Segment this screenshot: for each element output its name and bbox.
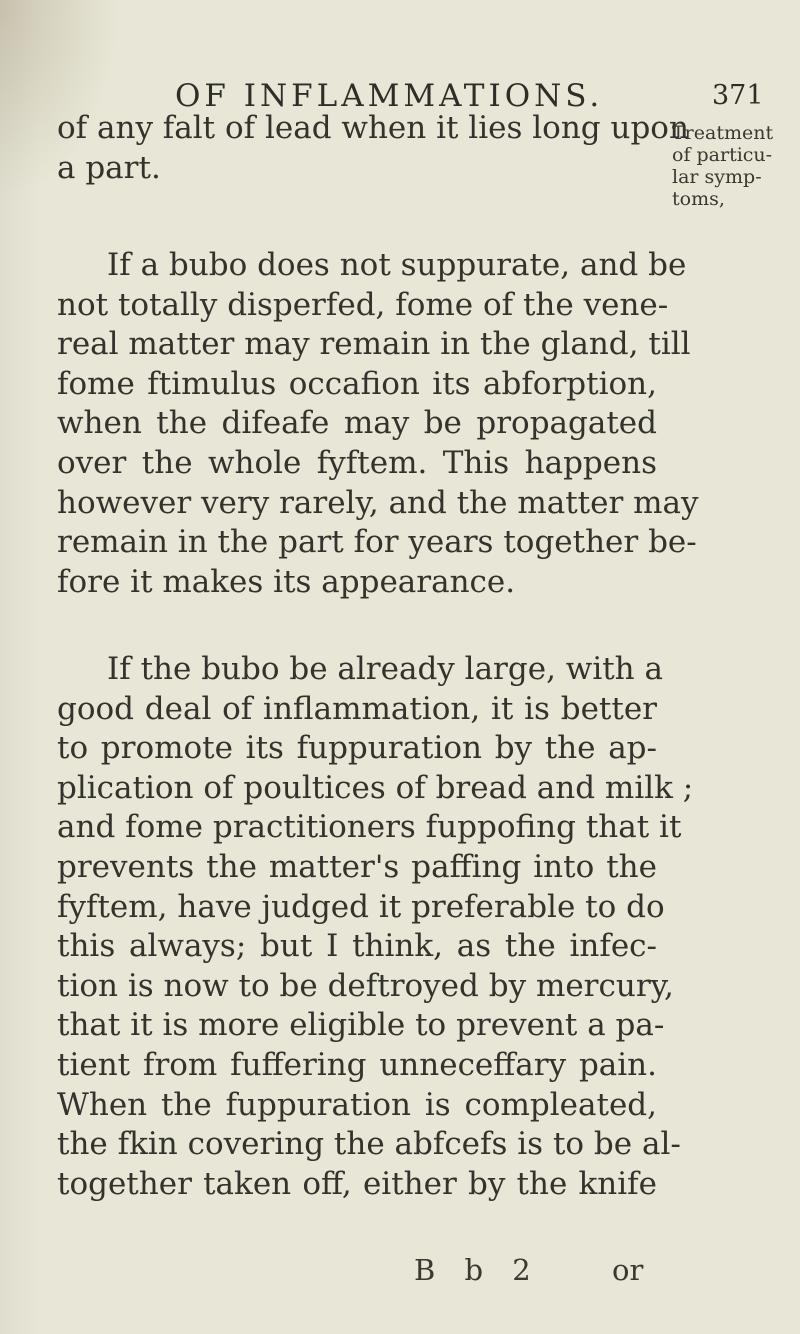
paragraph-bubo-large (57, 650, 694, 1204)
text-line: If the bubo be already large, with a (107, 651, 663, 687)
text-line: prevents the matter's paffing into the (57, 848, 657, 885)
catchword: or (612, 1253, 644, 1287)
text-line: fome ftimulus occafion its abforption, (57, 365, 657, 402)
margin-note-line: Treatment (672, 122, 774, 144)
page-footer (57, 1253, 657, 1289)
text-line: tion is now to be deftroyed by mercury, (57, 967, 674, 1004)
text-line: remain in the part for years together be- (57, 524, 697, 561)
running-title: OF INFLAMMATIONS. (175, 78, 604, 114)
text-line: plication of poultices of bread and milk ; (57, 769, 694, 806)
text-line: fore it makes its appearance. (57, 563, 516, 600)
text-line: When the fuppuration is compleated, (57, 1086, 657, 1123)
signature-mark: B b 2 (414, 1253, 541, 1287)
text-line: to promote its fuppuration by the ap- (57, 730, 657, 767)
text-line: good deal of inflammation, it is better (57, 690, 657, 727)
margin-note-line: toms, (672, 188, 725, 210)
text-line: the fkin covering the abfcefs is to be al- (57, 1126, 681, 1163)
text-line: not totally disperfed, fome of the vene- (57, 286, 669, 323)
text-line: If a bubo does not suppurate, and be (107, 247, 687, 283)
margin-note-line: lar symp- (672, 166, 762, 188)
text-line: this always; but I think, as the infec- (57, 928, 657, 965)
text-line: and fome practitioners fuppofing that it (57, 809, 682, 846)
page-number: 371 (712, 80, 764, 111)
text-line: of any falt of lead when it lies long upon (57, 110, 689, 146)
text-line: over the whole fyftem. This happens (57, 444, 657, 481)
text-line: a part. (57, 149, 161, 186)
text-line: when the difeafe may be propagated (57, 405, 657, 442)
paragraph-bubo-disperfed (57, 246, 699, 602)
text-line: that it is more eligible to prevent a pa- (57, 1007, 665, 1044)
text-line: real matter may remain in the gland, till (57, 326, 691, 363)
text-line: however very rarely, and the matter may (57, 484, 699, 521)
margin-note-line: of particu- (672, 144, 773, 166)
text-line: together taken off, either by the knife (57, 1165, 657, 1202)
paragraph-continuation (57, 109, 689, 188)
text-line: fyftem, have judged it preferable to do (57, 888, 665, 925)
text-line: tient from fuffering unneceffary pain. (57, 1046, 657, 1083)
